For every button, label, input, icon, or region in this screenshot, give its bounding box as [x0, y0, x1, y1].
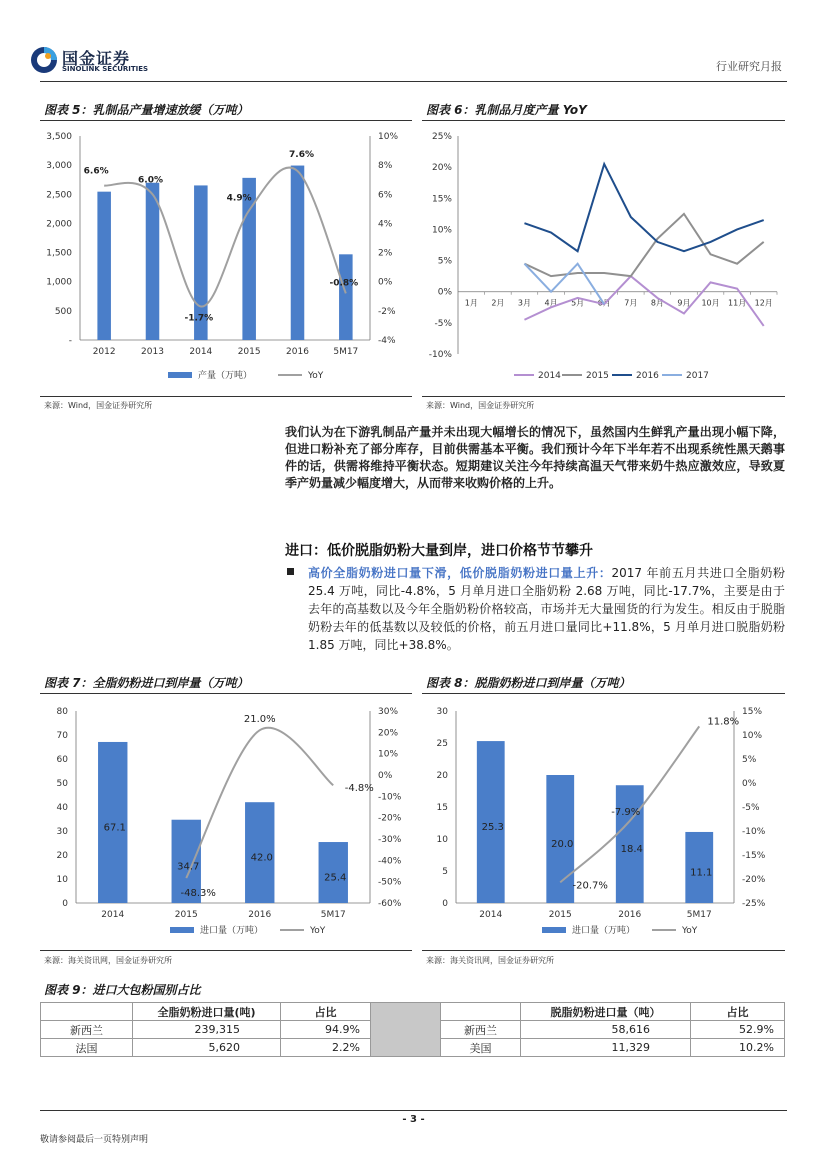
series-line-2016 — [524, 164, 763, 251]
fig6-bottom-rule — [422, 396, 785, 397]
fig6-title-rule — [422, 120, 785, 121]
page-number: - 3 - — [402, 1114, 425, 1125]
yoy-value-label: 21.0% — [243, 714, 276, 726]
y2-tick-label: 8% — [378, 161, 393, 172]
x-tick-label: 3月 — [517, 298, 532, 308]
y-tick-label: 0% — [437, 287, 452, 298]
table-cell: 法国 — [41, 1039, 133, 1057]
x-tick-label: 2016 — [618, 910, 642, 920]
y-tick-label: 25 — [436, 739, 448, 749]
y-tick-label: 5% — [437, 256, 452, 267]
table-cell: 11,329 — [521, 1039, 691, 1057]
y-tick-label: 5 — [442, 867, 448, 877]
y2-tick-label: 0% — [378, 277, 393, 288]
y2-tick-label: 2% — [378, 248, 393, 259]
fig6-chart — [422, 122, 785, 394]
y-tick-label: 10 — [56, 875, 68, 885]
y-tick-label: 30 — [436, 707, 448, 717]
fig8-title-rule — [422, 693, 785, 694]
y2-tick-label: -50% — [378, 877, 402, 888]
y-tick-label: 1,500 — [46, 248, 72, 259]
section-title: 进口：低价脱脂奶粉大量到岸，进口价格节节攀升 — [285, 543, 593, 559]
fig5-source: 来源：Wind，国金证券研究所 — [44, 401, 153, 410]
bar-value-label: 42.0 — [250, 852, 273, 864]
y-tick-label: 25% — [431, 132, 452, 142]
y2-tick-label: -25% — [742, 899, 766, 909]
fig9-title: 图表 9：进口大包粉国别占比 — [44, 983, 201, 997]
y2-tick-label: 6% — [378, 190, 393, 201]
yoy-value-label: -4.8% — [344, 783, 374, 795]
table-header-cell: 全脂奶粉进口量(吨) — [133, 1003, 281, 1021]
fig6-source: 来源：Wind，国金证券研究所 — [426, 401, 535, 410]
bar-value-label: 11.1 — [690, 867, 713, 879]
table-header-cell: 占比 — [281, 1003, 371, 1021]
y2-tick-label: 10% — [378, 132, 399, 142]
logo-english-name: SINOLINK SECURITIES — [62, 65, 149, 73]
x-tick-label: 2016 — [248, 910, 272, 920]
y2-tick-label: 20% — [378, 728, 399, 739]
y-tick-label: 500 — [54, 306, 72, 317]
bar-value-label: 67.1 — [103, 822, 126, 834]
legend-label: 2016 — [636, 371, 659, 381]
y2-tick-label: -5% — [742, 803, 760, 813]
analysis-paragraph: 我们认为在下游乳制品产量并未出现大幅增长的情况下，虽然国内生鲜乳产量出现小幅下降，但进口粉补充了部分库存，目前供需基本平衡。我们预计今年下半年若不出现系统性黑天鹅事件的话，供需将维持平衡状态。短期建议关注今年持续高温天气带来奶牛热应激效应，导致夏季产奶量减少幅度增大，从而带来收购价格的上升。 — [285, 425, 785, 490]
y2-tick-label: 5% — [742, 755, 757, 765]
fig5-chart — [40, 122, 412, 394]
y-tick-label: 50 — [56, 779, 68, 789]
y-tick-label: 2,500 — [46, 190, 72, 201]
fig7-chart — [40, 695, 412, 945]
y2-tick-label: 30% — [378, 707, 399, 717]
bar-value-label: 25.4 — [324, 872, 347, 884]
y2-tick-label: -30% — [378, 835, 402, 845]
y-tick-label: 1,000 — [46, 277, 72, 288]
legend-label: 2015 — [586, 371, 609, 381]
bar-value-label: 18.4 — [620, 844, 643, 856]
x-tick-label: 8月 — [650, 298, 664, 308]
y-tick-label: 0 — [62, 899, 68, 909]
y-tick-label: 0 — [442, 899, 448, 909]
y-tick-label: 20 — [56, 851, 68, 861]
y-tick-label: -10% — [428, 350, 452, 360]
legend-label: YoY — [310, 926, 326, 936]
table-header-cell: 占比 — [691, 1003, 785, 1021]
table-header-cell: 脱脂奶粉进口量（吨） — [521, 1003, 691, 1021]
sinolink-logo-icon — [30, 46, 58, 74]
yoy-value-label: 11.8% — [707, 716, 740, 728]
data-label: 4.9% — [226, 193, 252, 204]
legend-bar-swatch — [168, 372, 192, 378]
x-tick-label: 5M17 — [333, 347, 359, 357]
table-cell: 10.2% — [691, 1039, 785, 1057]
fig5-title-rule — [40, 120, 412, 121]
table-header-row — [41, 1003, 785, 1021]
y2-tick-label: -20% — [378, 813, 402, 824]
y-tick-label: - — [68, 336, 72, 346]
legend-label: 产量（万吨） — [198, 371, 253, 381]
legend-label: 进口量（万吨） — [572, 926, 636, 936]
y-tick-label: 60 — [56, 755, 68, 765]
legend-bar-swatch — [542, 927, 566, 933]
y2-tick-label: -20% — [742, 875, 766, 885]
table-cell: 美国 — [441, 1039, 521, 1057]
x-tick-label: 5M17 — [686, 910, 712, 920]
data-label: 6.0% — [138, 175, 163, 186]
x-tick-label: 9月 — [677, 298, 691, 308]
y-tick-label: 20 — [436, 771, 448, 781]
y2-tick-label: 10% — [378, 749, 399, 760]
data-label: 6.6% — [83, 166, 109, 177]
fig5-title: 图表 5：乳制品产量增速放缓（万吨） — [44, 103, 249, 117]
y2-tick-label: 0% — [378, 771, 393, 781]
report-type: 行业研究月报 — [716, 60, 782, 73]
y2-tick-label: -40% — [378, 856, 402, 867]
y-tick-label: 3,500 — [46, 132, 72, 142]
y2-tick-label: -10% — [378, 792, 402, 803]
table-cell: 新西兰 — [441, 1021, 521, 1039]
y-tick-label: 15% — [431, 194, 452, 205]
legend-label: 进口量（万吨） — [200, 926, 264, 936]
legend-bar-swatch — [170, 927, 194, 933]
bar-value-label: 20.0 — [551, 839, 574, 850]
fig6-title: 图表 6：乳制品月度产量 YoY — [426, 103, 587, 117]
fig7-bottom-rule — [40, 950, 412, 951]
series-line-2015 — [524, 214, 763, 276]
x-tick-label: 2015 — [174, 910, 198, 920]
x-tick-label: 2014 — [189, 347, 213, 357]
y2-tick-label: -15% — [742, 851, 766, 861]
legend-label: 2017 — [686, 371, 709, 381]
x-tick-label: 2012 — [92, 347, 116, 357]
y-tick-label: 3,000 — [46, 161, 72, 172]
y2-tick-label: -60% — [378, 899, 402, 909]
bar-value-label: 34.7 — [177, 861, 200, 873]
yoy-value-label: -48.3% — [180, 888, 216, 900]
y-tick-label: 40 — [56, 803, 68, 813]
y2-tick-label: 10% — [742, 731, 763, 741]
data-label: 7.6% — [289, 149, 314, 160]
bullet-highlight: 高价全脂奶粉进口量下滑，低价脱脂奶粉进口量上升： — [308, 566, 612, 580]
data-label: -0.8% — [329, 278, 359, 289]
x-tick-label: 2014 — [101, 910, 125, 920]
yoy-value-label: -20.7% — [572, 880, 608, 892]
fig8-source: 来源：海关资讯网，国金证券研究所 — [426, 956, 554, 965]
disclaimer: 敬请参阅最后一页特别声明 — [40, 1135, 149, 1145]
table-gap-cell — [371, 1003, 441, 1057]
table-cell: 2.2% — [281, 1039, 371, 1057]
bullet-square-icon — [287, 568, 294, 575]
y-tick-label: 10 — [436, 835, 448, 845]
bar — [146, 183, 160, 340]
table-cell: 5,620 — [133, 1039, 281, 1057]
x-tick-label: 6月 — [597, 298, 611, 308]
y-tick-label: -5% — [434, 318, 452, 329]
yoy-value-label: -7.9% — [611, 806, 641, 818]
x-tick-label: 11月 — [728, 298, 747, 308]
fig8-title: 图表 8：脱脂奶粉进口到岸量（万吨） — [426, 676, 631, 690]
x-tick-label: 1月 — [464, 298, 478, 308]
x-tick-label: 2月 — [491, 298, 505, 308]
y-tick-label: 2,000 — [46, 219, 72, 230]
y-tick-label: 20% — [431, 163, 452, 174]
table-cell: 新西兰 — [41, 1021, 133, 1039]
header-divider — [40, 81, 787, 82]
x-tick-label: 12月 — [754, 298, 773, 308]
fig7-title: 图表 7：全脂奶粉进口到岸量（万吨） — [44, 676, 249, 690]
x-tick-label: 2016 — [286, 347, 309, 357]
y2-tick-label: 0% — [742, 779, 757, 789]
yoy-line — [104, 168, 346, 307]
table-cell: 58,616 — [521, 1021, 691, 1039]
x-tick-label: 2015 — [237, 347, 261, 357]
x-tick-label: 2015 — [548, 910, 572, 920]
x-tick-label: 5M17 — [320, 910, 346, 920]
logo-chinese-name: 国金证券 — [62, 49, 131, 68]
fig8-chart — [422, 695, 785, 945]
table-header-cell — [441, 1003, 521, 1021]
bar — [291, 166, 305, 340]
y2-tick-label: -10% — [742, 827, 766, 837]
y-tick-label: 70 — [56, 731, 68, 741]
y2-tick-label: -4% — [378, 336, 396, 346]
fig5-bottom-rule — [40, 396, 412, 397]
data-label: -1.7% — [184, 313, 214, 324]
y2-tick-label: 15% — [742, 707, 763, 717]
x-tick-label: 7月 — [624, 298, 638, 308]
y-tick-label: 30 — [56, 827, 68, 837]
y2-tick-label: -2% — [378, 306, 396, 317]
bar-value-label: 25.3 — [481, 822, 504, 834]
bar — [97, 192, 111, 340]
fig7-source: 来源：海关资讯网，国金证券研究所 — [44, 956, 172, 965]
table-header-cell — [41, 1003, 133, 1021]
y-tick-label: 80 — [56, 707, 68, 717]
y-tick-label: 10% — [431, 225, 452, 236]
x-tick-label: 4月 — [544, 298, 558, 308]
table-cell: 94.9% — [281, 1021, 371, 1039]
x-tick-label: 10月 — [701, 298, 720, 308]
table-cell: 52.9% — [691, 1021, 785, 1039]
footer-divider — [40, 1110, 787, 1111]
y2-tick-label: 4% — [378, 219, 393, 230]
fig8-bottom-rule — [422, 950, 785, 951]
table-cell: 239,315 — [133, 1021, 281, 1039]
x-tick-label: 2014 — [479, 910, 503, 920]
y-tick-label: 15 — [436, 803, 448, 813]
legend-label: YoY — [308, 371, 324, 381]
fig7-title-rule — [40, 693, 412, 694]
legend-label: YoY — [682, 926, 698, 936]
bullet-text: 2017 年前五月共进口全脂奶粉 25.4 万吨，同比-4.8%，5 月单月进口全脂奶粉 2.68 万吨，同比-17.7%，主要是由于去年的高基数以及今年全脂奶粉价格较高，市场并无大量囤货的行为发生。相反由于脱脂奶粉去年的低基数以及较低的价格，前五月进口量同比+11.8%，5 月单月进口脱脂奶粉 1.85 万吨，同比+38.8%。 — [308, 566, 785, 652]
import-share-table — [40, 1002, 785, 1057]
bullet-paragraph — [308, 564, 785, 654]
x-tick-label: 5月 — [571, 298, 585, 308]
x-tick-label: 2013 — [141, 347, 164, 357]
legend-label: 2014 — [538, 371, 561, 381]
bar — [339, 254, 353, 340]
